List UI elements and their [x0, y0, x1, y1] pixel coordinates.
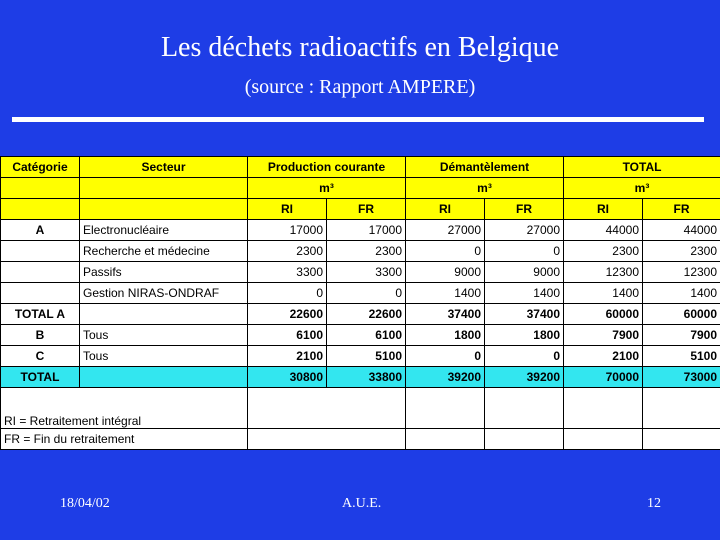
cell-value: 9000 — [485, 262, 564, 283]
cell-value: 1400 — [406, 283, 485, 304]
waste-table — [0, 156, 720, 450]
cell-value: 17000 — [248, 220, 327, 241]
row-sector: Gestion NIRAS-ONDRAF — [80, 283, 248, 304]
col-ri: RI — [248, 199, 327, 220]
header-categorie: Catégorie — [1, 157, 80, 178]
table-row — [1, 262, 720, 283]
table-row — [1, 283, 720, 304]
cell-value: 6100 — [327, 325, 406, 346]
cell-value: 27000 — [406, 220, 485, 241]
cell-value: 60000 — [643, 304, 720, 325]
cell-value: 5100 — [327, 346, 406, 367]
cell-value: 7900 — [564, 325, 643, 346]
cell-value: 3300 — [327, 262, 406, 283]
col-ri: RI — [564, 199, 643, 220]
cell-value: 7900 — [643, 325, 720, 346]
cell-value: 73000 — [643, 367, 720, 388]
cell-value: 0 — [406, 346, 485, 367]
row-sector: Electronucléaire — [80, 220, 248, 241]
row-category: TOTAL A — [1, 304, 80, 325]
row-category: B — [1, 325, 80, 346]
header-total: TOTAL — [564, 157, 720, 178]
cell-value: 1400 — [564, 283, 643, 304]
cell-value: 0 — [485, 241, 564, 262]
cell-value: 3300 — [248, 262, 327, 283]
row-category: TOTAL — [1, 367, 80, 388]
footer-org: A.U.E. — [342, 496, 382, 511]
row-sector: Passifs — [80, 262, 248, 283]
cell-value: 27000 — [485, 220, 564, 241]
slide-subtitle: (source : Rapport AMPERE) — [244, 76, 476, 98]
row-category: C — [1, 346, 80, 367]
footer-page-number: 12 — [647, 496, 661, 511]
cell-value: 0 — [406, 241, 485, 262]
header-secteur: Secteur — [80, 157, 248, 178]
header-demantelement: Démantèlement — [406, 157, 564, 178]
cell-value: 1800 — [406, 325, 485, 346]
table-row — [1, 346, 720, 367]
col-fr: FR — [327, 199, 406, 220]
cell-value: 2300 — [327, 241, 406, 262]
row-sector: Tous — [80, 346, 248, 367]
row-sector — [80, 304, 248, 325]
cell-value: 9000 — [406, 262, 485, 283]
table-row-total-a — [1, 304, 720, 325]
note-ri: RI = Retraitement intégral — [1, 388, 248, 429]
row-sector: Recherche et médecine — [80, 241, 248, 262]
cell-value: 37400 — [485, 304, 564, 325]
col-fr: FR — [485, 199, 564, 220]
cell-value: 22600 — [248, 304, 327, 325]
slide-title: Les déchets radioactifs en Belgique — [160, 32, 560, 63]
cell-value: 2300 — [643, 241, 720, 262]
cell-value: 12300 — [643, 262, 720, 283]
cell-value: 37400 — [406, 304, 485, 325]
notes-row — [1, 429, 720, 450]
table-row-grand-total — [1, 367, 720, 388]
cell-value: 70000 — [564, 367, 643, 388]
cell-value: 12300 — [564, 262, 643, 283]
footer-date: 18/04/02 — [60, 496, 110, 511]
notes-row — [1, 388, 720, 429]
unit-total: m³ — [564, 178, 720, 199]
unit-demantelement: m³ — [406, 178, 564, 199]
col-ri: RI — [406, 199, 485, 220]
table-row — [1, 241, 720, 262]
cell-value: 1400 — [643, 283, 720, 304]
cell-value: 17000 — [327, 220, 406, 241]
header-row-ri-fr — [1, 199, 720, 220]
header-row-1 — [1, 157, 720, 178]
cell-value: 1400 — [485, 283, 564, 304]
cell-value: 0 — [248, 283, 327, 304]
divider-line — [12, 117, 704, 122]
row-sector: Tous — [80, 325, 248, 346]
cell-value: 2300 — [248, 241, 327, 262]
row-sector — [80, 367, 248, 388]
header-production: Production courante — [248, 157, 406, 178]
cell-value: 44000 — [643, 220, 720, 241]
cell-value: 39200 — [406, 367, 485, 388]
row-category — [1, 262, 80, 283]
table-row — [1, 325, 720, 346]
cell-value: 1800 — [485, 325, 564, 346]
cell-value: 44000 — [564, 220, 643, 241]
table-row — [1, 220, 720, 241]
cell-value: 2100 — [564, 346, 643, 367]
cell-value: 6100 — [248, 325, 327, 346]
cell-value: 2100 — [248, 346, 327, 367]
cell-value: 30800 — [248, 367, 327, 388]
cell-value: 5100 — [643, 346, 720, 367]
row-category — [1, 283, 80, 304]
cell-value: 0 — [327, 283, 406, 304]
cell-value: 0 — [485, 346, 564, 367]
row-category: A — [1, 220, 80, 241]
cell-value: 60000 — [564, 304, 643, 325]
row-category — [1, 241, 80, 262]
cell-value: 33800 — [327, 367, 406, 388]
cell-value: 39200 — [485, 367, 564, 388]
note-fr: FR = Fin du retraitement — [1, 429, 248, 450]
header-row-units — [1, 178, 720, 199]
cell-value: 22600 — [327, 304, 406, 325]
cell-value: 2300 — [564, 241, 643, 262]
unit-production: m³ — [248, 178, 406, 199]
col-fr: FR — [643, 199, 720, 220]
